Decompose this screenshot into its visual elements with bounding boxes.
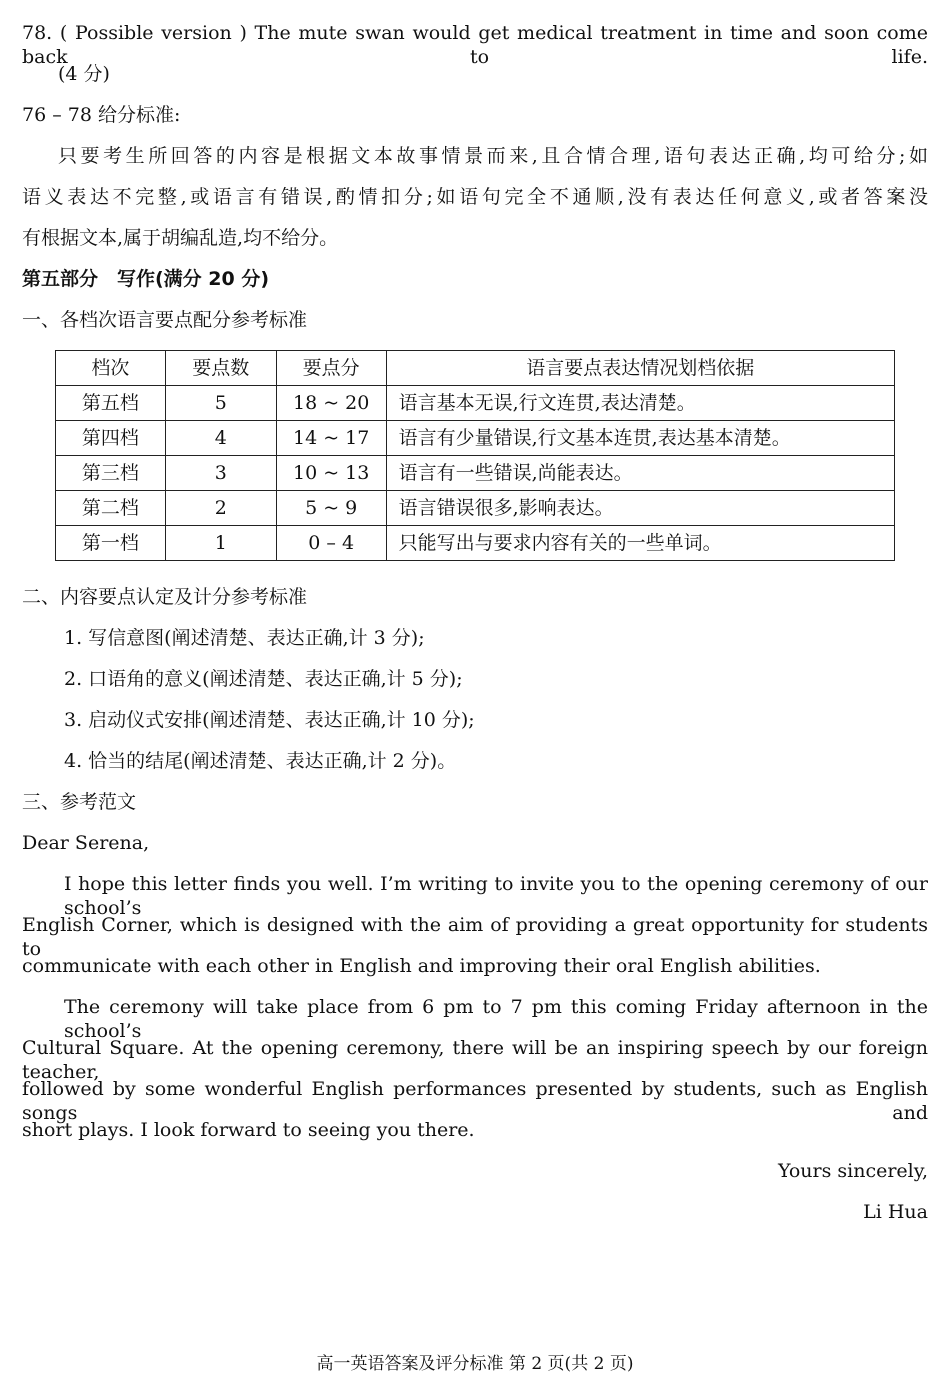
table-header-row bbox=[56, 351, 895, 386]
table-cell: 18 ~ 20 bbox=[276, 386, 386, 421]
scoring-line-3: 有根据文本,属于胡编乱造,均不给分。 bbox=[22, 227, 339, 249]
grading-table bbox=[55, 350, 895, 561]
letter-p2-line-2: Cultural Square. At the opening ceremony, there will be an inspiring speech by our foreign teacher, bbox=[22, 1037, 928, 1083]
table-cell: 语言基本无误,行文连贯,表达清楚。 bbox=[386, 386, 894, 421]
part5-title: 第五部分 写作(满分 20 分) bbox=[22, 268, 270, 290]
table-cell: 10 ~ 13 bbox=[276, 456, 386, 491]
letter-p2-line-4: short plays. I look forward to seeing you there. bbox=[22, 1119, 475, 1141]
table-row bbox=[56, 491, 895, 526]
table-row bbox=[56, 421, 895, 456]
letter-p1-line-1: I hope this letter finds you well. I’m writing to invite you to the opening ceremony of our school’s bbox=[64, 873, 928, 919]
content-point-2: 2. 口语角的意义(阐述清楚、表达正确,计 5 分); bbox=[64, 668, 463, 690]
content-point-1: 1. 写信意图(阐述清楚、表达正确,计 3 分); bbox=[64, 627, 425, 649]
q78-answer: 78. ( Possible version ) The mute swan would get medical treatment in time and soon come back to life. bbox=[22, 22, 928, 68]
scoring-line-2: 语义表达不完整,或语言有错误,酌情扣分;如语句完全不通顺,没有表达任何意义,或者答案没 bbox=[22, 186, 928, 208]
table-row bbox=[56, 456, 895, 491]
section1-heading: 一、各档次语言要点配分参考标准 bbox=[22, 309, 308, 331]
letter-closing: Yours sincerely, bbox=[777, 1160, 928, 1182]
table-cell: 第四档 bbox=[56, 421, 166, 456]
table-cell: 只能写出与要求内容有关的一些单词。 bbox=[386, 526, 894, 561]
table-header: 要点分 bbox=[276, 351, 386, 386]
letter-p1-line-3: communicate with each other in English and improving their oral English abilities. bbox=[22, 955, 821, 977]
table-header: 要点数 bbox=[165, 351, 276, 386]
table-cell: 第五档 bbox=[56, 386, 166, 421]
scoring-heading: 76 – 78 给分标准: bbox=[22, 104, 181, 126]
table-cell: 语言有少量错误,行文基本连贯,表达基本清楚。 bbox=[386, 421, 894, 456]
table-cell: 5 bbox=[165, 386, 276, 421]
table-row bbox=[56, 526, 895, 561]
q78-score: (4 分) bbox=[58, 63, 110, 85]
letter-p2-line-1: The ceremony will take place from 6 pm to 7 pm this coming Friday afternoon in the school’s bbox=[64, 996, 928, 1042]
table-header: 语言要点表达情况划档依据 bbox=[386, 351, 894, 386]
table-cell: 1 bbox=[165, 526, 276, 561]
letter-p1-line-2: English Corner, which is designed with the aim of providing a great opportunity for students to bbox=[22, 914, 928, 960]
section2-heading: 二、内容要点认定及计分参考标准 bbox=[22, 586, 308, 608]
content-point-4: 4. 恰当的结尾(阐述清楚、表达正确,计 2 分)。 bbox=[64, 750, 457, 772]
table-cell: 第三档 bbox=[56, 456, 166, 491]
table-cell: 第一档 bbox=[56, 526, 166, 561]
table-cell: 3 bbox=[165, 456, 276, 491]
letter-signature: Li Hua bbox=[863, 1201, 928, 1223]
table-cell: 14 ~ 17 bbox=[276, 421, 386, 456]
page-footer: 高一英语答案及评分标准 第 2 页(共 2 页) bbox=[316, 1354, 634, 1374]
letter-salutation: Dear Serena, bbox=[22, 832, 150, 854]
table-cell: 语言有一些错误,尚能表达。 bbox=[386, 456, 894, 491]
table-cell: 4 bbox=[165, 421, 276, 456]
scoring-line-1: 只要考生所回答的内容是根据文本故事情景而来,且合情合理,语句表达正确,均可给分;如 bbox=[58, 145, 928, 167]
table-cell: 2 bbox=[165, 491, 276, 526]
table-cell: 语言错误很多,影响表达。 bbox=[386, 491, 894, 526]
table-header: 档次 bbox=[56, 351, 166, 386]
section3-heading: 三、参考范文 bbox=[22, 791, 137, 813]
letter-p2-line-3: followed by some wonderful English performances presented by students, such as English songs and bbox=[22, 1078, 928, 1124]
table-cell: 第二档 bbox=[56, 491, 166, 526]
content-point-3: 3. 启动仪式安排(阐述清楚、表达正确,计 10 分); bbox=[64, 709, 475, 731]
table-cell: 5 ~ 9 bbox=[276, 491, 386, 526]
table-cell: 0 – 4 bbox=[276, 526, 386, 561]
table-row bbox=[56, 386, 895, 421]
